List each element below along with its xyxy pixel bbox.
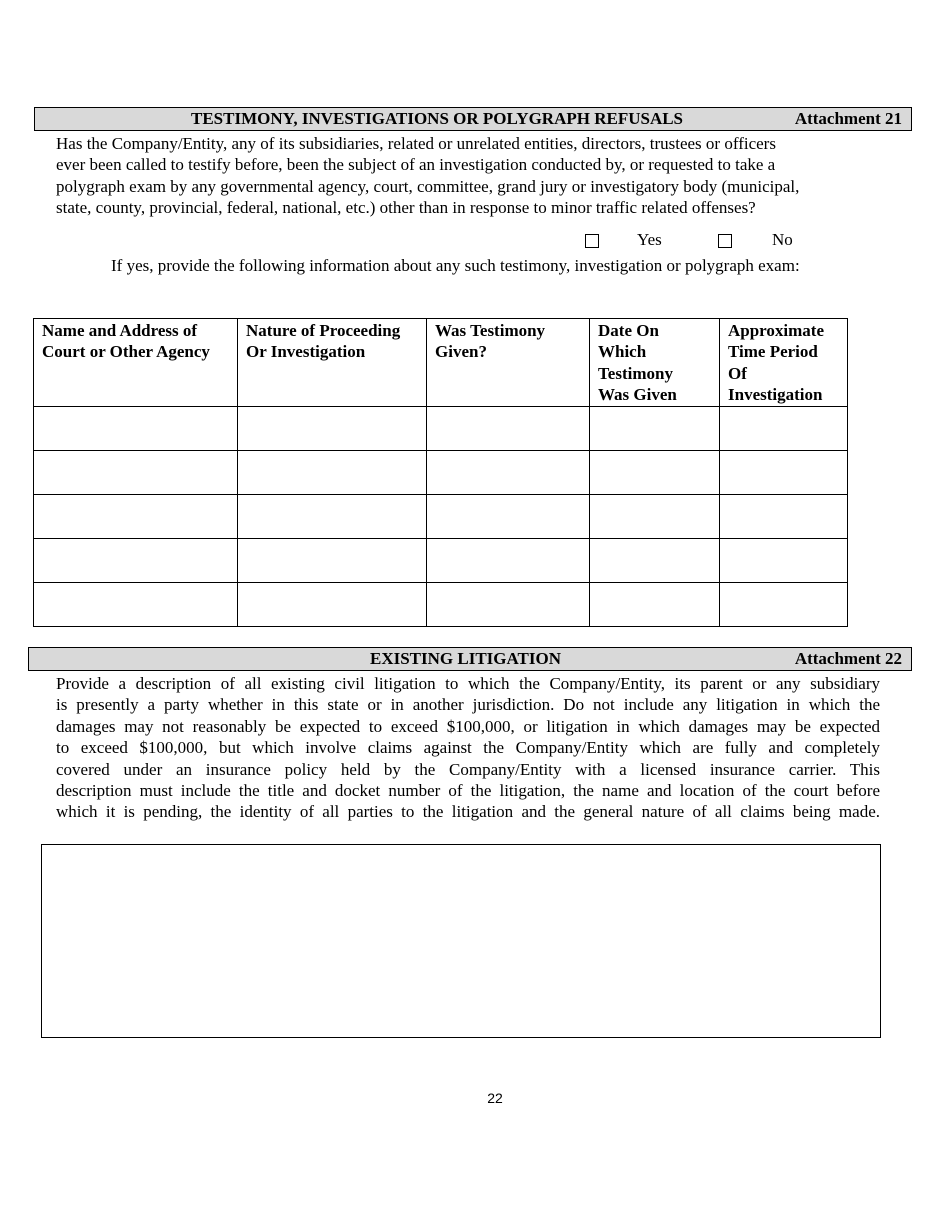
litigation-answer-box[interactable] — [41, 844, 881, 1038]
table-cell[interactable] — [720, 450, 848, 494]
section-22-title: EXISTING LITIGATION — [370, 649, 561, 668]
table-cell[interactable] — [590, 406, 720, 450]
column-header-court: Name and Address of Court or Other Agency — [34, 319, 238, 407]
section-21-title: TESTIMONY, INVESTIGATIONS OR POLYGRAPH REFUSALS — [191, 109, 684, 128]
description-line: damages may not reasonably be expected to exceed $100,000, or litigation in which damages may be expected — [56, 716, 880, 736]
question-line: polygraph exam by any governmental agency, court, committee, grand jury or investigatory body (municipal, — [56, 176, 800, 196]
table-cell[interactable] — [427, 406, 590, 450]
no-label: No — [772, 230, 793, 249]
description-line: to exceed $100,000, but which involve claims against the Company/Entity which are fully and completely — [56, 738, 880, 758]
description-line: is presently a party whether in this state or in another jurisdiction. Do not include any litigation in which the — [56, 695, 880, 715]
table-cell[interactable] — [34, 494, 238, 538]
column-header-nature: Nature of Proceeding Or Investigation — [238, 319, 427, 407]
table-cell[interactable] — [720, 494, 848, 538]
table-cell[interactable] — [34, 538, 238, 582]
table-row — [34, 494, 848, 538]
table-cell[interactable] — [590, 494, 720, 538]
table-cell[interactable] — [238, 494, 427, 538]
table-cell[interactable] — [34, 450, 238, 494]
table-cell[interactable] — [590, 538, 720, 582]
no-checkbox[interactable] — [718, 234, 732, 248]
attachment-21-label: Attachment 21 — [794, 109, 902, 128]
attachment-22-label: Attachment 22 — [794, 649, 902, 668]
table-cell[interactable] — [427, 538, 590, 582]
section-22-header — [28, 647, 912, 671]
table-row — [34, 406, 848, 450]
description-line: covered under an insurance policy held by the Company/Entity with a licensed insurance carrier. This — [56, 759, 880, 779]
table-row — [34, 538, 848, 582]
table-cell[interactable] — [427, 450, 590, 494]
table-row — [34, 450, 848, 494]
yes-label: Yes — [637, 230, 662, 249]
table-cell[interactable] — [590, 582, 720, 626]
followup-instruction: If yes, provide the following information about any such testimony, investigation or polygraph exam: — [111, 256, 800, 275]
column-header-time-period: Approximate Time Period Of Investigation — [720, 319, 848, 407]
table-cell[interactable] — [720, 406, 848, 450]
description-line: which it is pending, the identity of all parties to the litigation and the general nature of all claims being made. — [56, 802, 880, 822]
description-line: Provide a description of all existing civil litigation to which the Company/Entity, its parent or any subsidiary — [56, 674, 880, 693]
table-header-row — [34, 319, 848, 407]
section-21-header — [34, 107, 912, 131]
question-line: Has the Company/Entity, any of its subsidiaries, related or unrelated entities, directors, trustees or officers — [56, 134, 776, 153]
description-line: description must include the title and docket number of the litigation, the name and location of the court before — [56, 781, 880, 801]
question-line: state, county, provincial, federal, national, etc.) other than in response to minor traffic related offenses? — [56, 198, 756, 218]
table-cell[interactable] — [238, 450, 427, 494]
page-number: 22 — [487, 1090, 503, 1106]
table-cell[interactable] — [427, 582, 590, 626]
column-header-testimony-given: Was Testimony Given? — [427, 319, 590, 407]
table-cell[interactable] — [238, 406, 427, 450]
yes-checkbox[interactable] — [585, 234, 599, 248]
table-row — [34, 582, 848, 626]
table-cell[interactable] — [34, 582, 238, 626]
column-header-date: Date On Which Testimony Was Given — [590, 319, 720, 407]
section-22-description — [56, 673, 880, 823]
section-21-question — [56, 133, 886, 219]
table-cell[interactable] — [720, 538, 848, 582]
table-cell[interactable] — [720, 582, 848, 626]
table-cell[interactable] — [34, 406, 238, 450]
testimony-table — [33, 318, 848, 627]
table-cell[interactable] — [427, 494, 590, 538]
table-cell[interactable] — [238, 538, 427, 582]
table-cell[interactable] — [590, 450, 720, 494]
table-cell[interactable] — [238, 582, 427, 626]
question-line: ever been called to testify before, been the subject of an investigation conducted by, or requested to take a — [56, 155, 776, 175]
